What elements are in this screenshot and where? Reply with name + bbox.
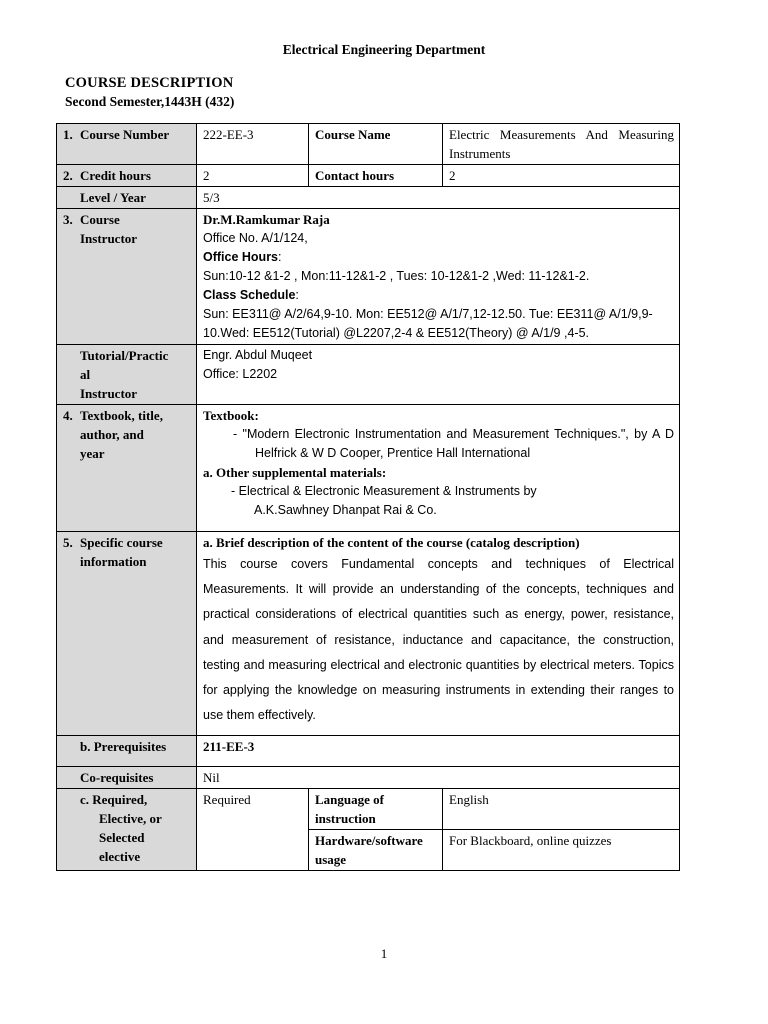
tutorial-instructor-label: Tutorial/Practic al Instructor xyxy=(57,345,197,405)
course-number-label: 1. Course Number xyxy=(57,124,197,165)
page-number: 1 xyxy=(380,946,388,961)
office-hours-heading: Office Hours: xyxy=(203,250,282,264)
specific-info-row xyxy=(57,532,680,736)
supplemental-entry-line1: - Electrical & Electronic Measurement & Instruments by xyxy=(231,484,537,498)
prerequisites-value: 211-EE-3 xyxy=(197,736,680,767)
course-name-value: Electric Measurements And Measuring Instruments xyxy=(443,124,680,165)
credit-hours-value: 2 xyxy=(197,165,309,187)
required-elective-label: c. Required, Elective, or Selected elective xyxy=(57,789,197,871)
tutorial-instructor-office: Office: L2202 xyxy=(203,367,278,381)
catalog-heading: a. Brief description of the content of the course (catalog description) xyxy=(203,535,580,550)
course-table xyxy=(56,123,680,871)
instructor-office: Office No. A/1/124, xyxy=(203,231,308,245)
hardware-value: For Blackboard, online quizzes xyxy=(443,830,680,871)
course-name-label: Course Name xyxy=(309,124,443,165)
instructor-row xyxy=(57,209,680,345)
prerequisites-label: b. Prerequisites xyxy=(57,736,197,767)
class-schedule-heading: Class Schedule: xyxy=(203,288,299,302)
required-elective-value: Required xyxy=(197,789,309,871)
contact-hours-label: Contact hours xyxy=(309,165,443,187)
instructor-name: Dr.M.Ramkumar Raja xyxy=(203,212,330,227)
class-schedule-value: Sun: EE311@ A/2/64,9-10. Mon: EE512@ A/1/7,12-12.50. Tue: EE311@ A/1/9,9-10.Wed: EE512(Tutorial) @L2207,2-4 & EE512(Theory) @ A/1/9 ,4-5. xyxy=(203,307,653,340)
credit-hours-label: 2. Credit hours xyxy=(57,165,197,187)
level-year-label: Level / Year xyxy=(57,187,197,209)
corequisites-label: Co-requisites xyxy=(57,767,197,789)
corequisites-row xyxy=(57,767,680,789)
required-elective-row xyxy=(57,789,680,830)
textbook-label: 4. Textbook, title, author, and year xyxy=(57,405,197,532)
hardware-label: Hardware/software usage xyxy=(309,830,443,871)
department-title: Electrical Engineering Department xyxy=(282,42,486,57)
language-value: English xyxy=(443,789,680,830)
instructor-label: 3. Course Instructor xyxy=(57,209,197,345)
textbook-entry: - "Modern Electronic Instrumentation and Measurement Techniques.", by A D Helfrick & W D Cooper, Prentice Hall International xyxy=(233,427,674,460)
tutorial-instructor-name: Engr. Abdul Muqeet xyxy=(203,348,313,362)
credit-hours-row xyxy=(57,165,680,187)
specific-info-label: 5. Specific course information xyxy=(57,532,197,736)
course-number-value: 222-EE-3 xyxy=(197,124,309,165)
level-year-row xyxy=(57,187,680,209)
corequisites-value: Nil xyxy=(197,767,680,789)
office-hours-value: Sun:10-12 &1-2 , Mon:11-12&1-2 , Tues: 10-12&1-2 ,Wed: 11-12&1-2. xyxy=(203,269,590,283)
level-year-value: 5/3 xyxy=(197,187,680,209)
tutorial-instructor-row xyxy=(57,345,680,405)
semester-label: Second Semester,1443H (432) xyxy=(65,94,235,109)
course-number-row xyxy=(57,124,680,165)
textbook-row xyxy=(57,405,680,532)
textbook-heading: Textbook: xyxy=(203,408,259,423)
instructor-details xyxy=(197,209,680,345)
supplemental-entry-line2: A.K.Sawhney Dhanpat Rai & Co. xyxy=(254,503,437,517)
tutorial-instructor-details xyxy=(197,345,680,405)
supplemental-heading: a. Other supplemental materials: xyxy=(203,465,387,480)
course-description-heading: COURSE DESCRIPTION xyxy=(65,75,234,91)
contact-hours-value: 2 xyxy=(443,165,680,187)
catalog-description: This course covers Fundamental concepts and techniques of Electrical Measurements. It will provide an understanding of the concepts, techniques and practical considerations of electrical quantities such as energy, power, resistance, and measurement of resistance, inductance and capacitance, the construction, testing and measuring electrical and electronic quantities by electrical meters. Topics for applying the knowledge on measuring instruments in extending their ranges to use them effectively. xyxy=(203,557,674,723)
language-label: Language of instruction xyxy=(309,789,443,830)
textbook-details xyxy=(197,405,680,532)
prerequisites-row xyxy=(57,736,680,767)
specific-info-details xyxy=(197,532,680,736)
